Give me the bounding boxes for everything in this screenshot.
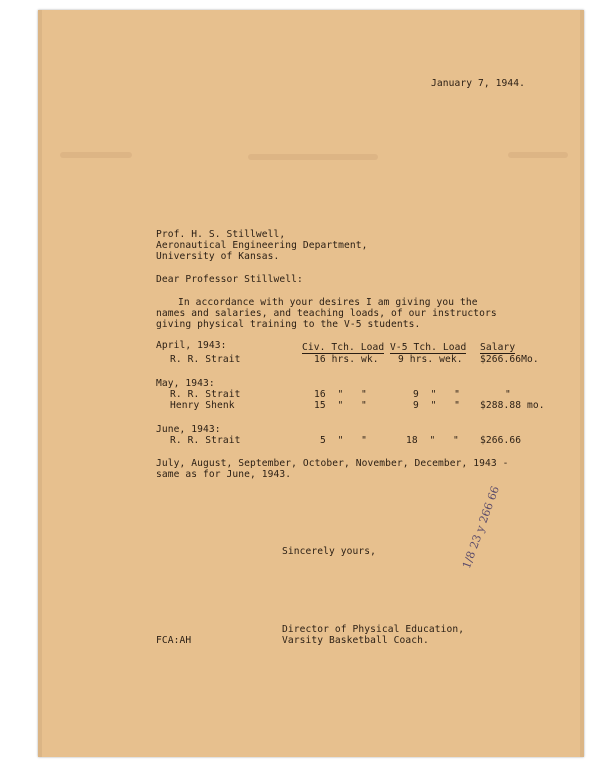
civ-load-value: 16 hrs. wk. — [314, 354, 379, 365]
v5-load-value: 9 " " — [413, 389, 461, 400]
page-edge-left — [38, 10, 42, 757]
salutation: Dear Professor Stillwell: — [156, 274, 303, 285]
note-line: July, August, September, October, November, December, 1943 - — [156, 458, 509, 469]
closing: Sincerely yours, — [282, 546, 377, 557]
header-salary: Salary — [480, 342, 516, 353]
handwritten-annotation: 1/8 23 y 266 66 — [460, 484, 502, 571]
salary-value: $288.88 mo. — [480, 400, 545, 411]
civ-load-value: 15 " " — [314, 400, 367, 411]
letter-date: January 7, 1944. — [431, 78, 526, 89]
civ-load-value: 16 " " — [314, 389, 367, 400]
salary-value: " — [505, 389, 511, 400]
v5-load-value: 18 " " — [406, 435, 459, 446]
signature-role: Varsity Basketball Coach. — [282, 635, 429, 646]
header-civ-load: Civ. Tch. Load — [302, 342, 385, 353]
page-edge-right — [580, 10, 584, 757]
period-label: June, 1943: — [156, 424, 221, 435]
instructor-name: R. R. Strait — [170, 435, 241, 446]
salary-value: $266.66 — [480, 435, 522, 446]
instructor-name: R. R. Strait — [170, 389, 241, 400]
addressee-department: Aeronautical Engineering Department, — [156, 240, 368, 251]
intro-line: names and salaries, and teaching loads, of our instructors — [156, 308, 497, 319]
v5-load-value: 9 hrs. wek. — [398, 354, 463, 365]
instructor-name: Henry Shenk — [170, 400, 235, 411]
signature-title: Director of Physical Education, — [282, 624, 465, 635]
intro-line: In accordance with your desires I am giving you the — [178, 297, 478, 308]
salary-value: $266.66Mo. — [480, 354, 539, 365]
bleed-through-mark — [248, 154, 378, 160]
period-label: May, 1943: — [156, 378, 215, 389]
intro-line: giving physical training to the V-5 students. — [156, 319, 421, 330]
v5-load-value: 9 " " — [413, 400, 461, 411]
note-line: same as for June, 1943. — [156, 469, 292, 480]
reference-initials: FCA:AH — [156, 635, 192, 646]
bleed-through-mark — [60, 152, 132, 158]
addressee-institution: University of Kansas. — [156, 251, 280, 262]
letter-page — [38, 10, 584, 757]
addressee-name: Prof. H. S. Stillwell, — [156, 229, 286, 240]
instructor-name: R. R. Strait — [170, 354, 241, 365]
bleed-through-mark — [508, 152, 568, 158]
period-label: April, 1943: — [156, 340, 227, 351]
civ-load-value: 5 " " — [320, 435, 368, 446]
header-v5-load: V-5 Tch. Load — [390, 342, 467, 353]
